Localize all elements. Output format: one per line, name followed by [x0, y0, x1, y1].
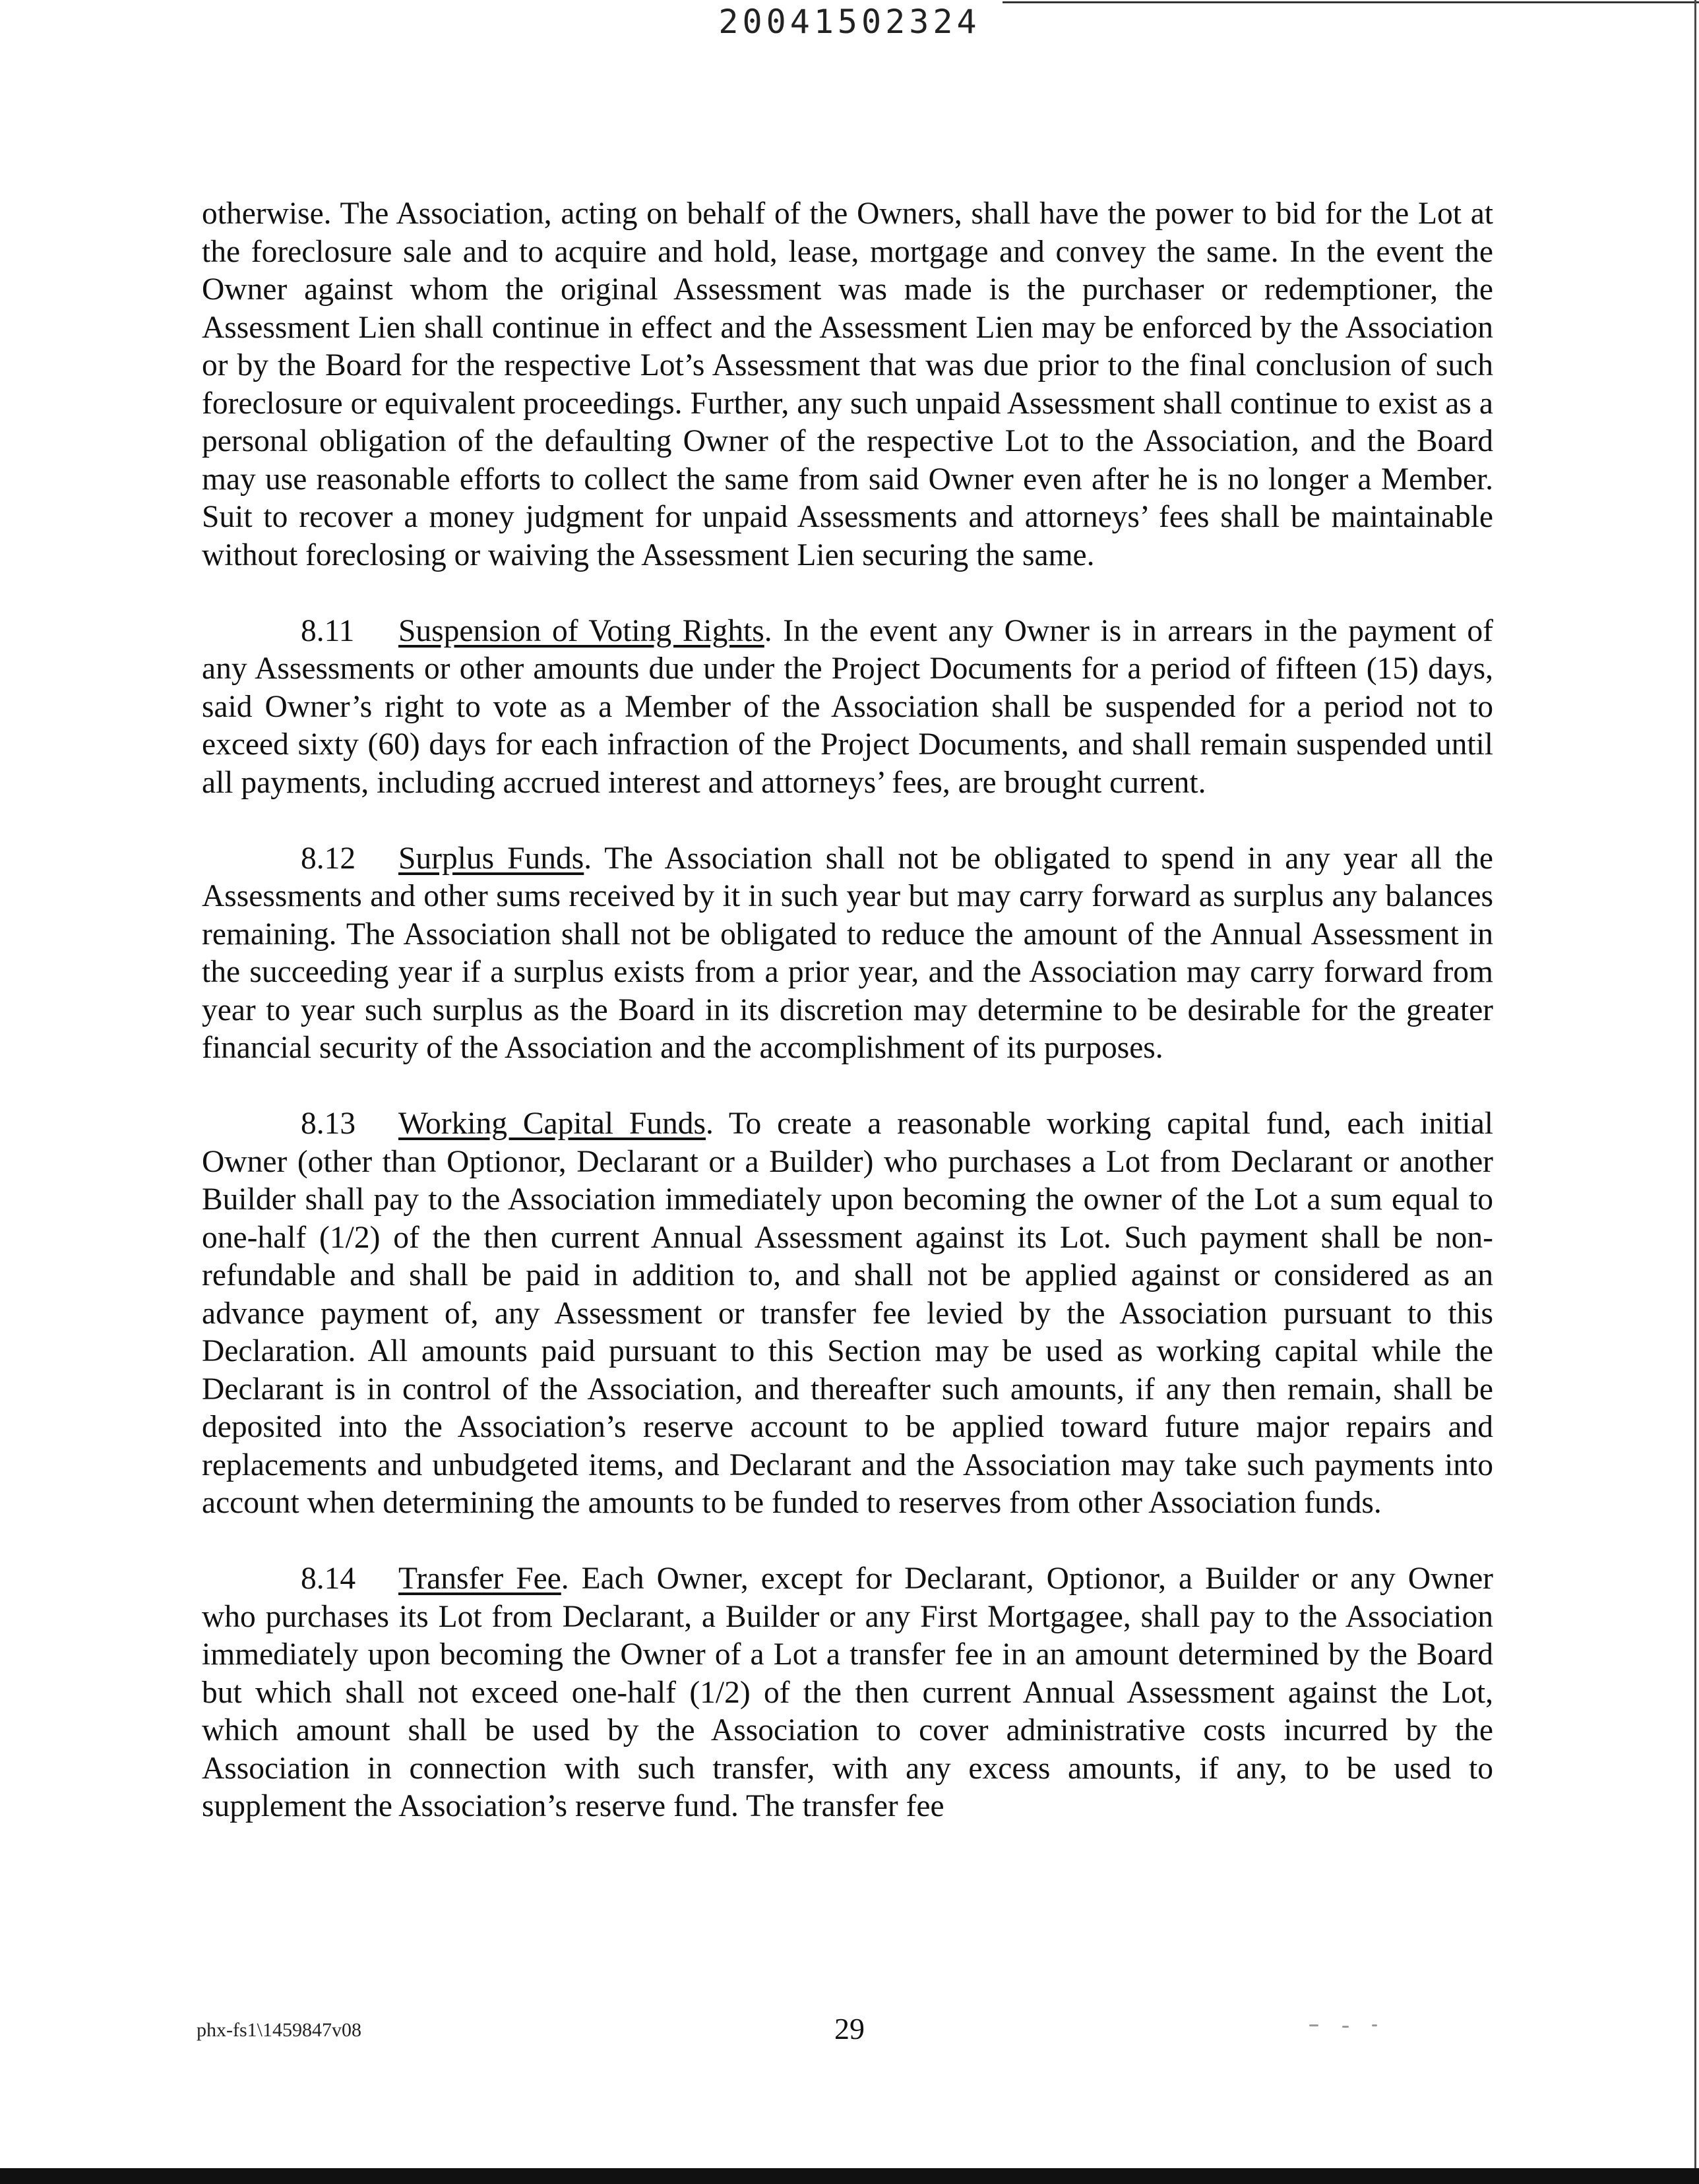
section-8-14	[202, 1560, 1493, 1826]
section-body: . The Association shall not be obligated to spend in any year all the Assessments and other sums received by it in such year but may carry forward as surplus any balances remaining. The Association shall not be obligated to reduce the amount of the Annual Assessment in the succeeding year if a surplus exists from a prior year, and the Association may carry forward from year to year such surplus as the Board in its discretion may determine to be desirable for the greater financial security of the Association and the accomplishment of its purposes.	[202, 841, 1493, 1065]
section-number: 8.11	[301, 613, 355, 648]
body-text	[202, 195, 1493, 1864]
scan-speck	[1342, 2026, 1349, 2028]
section-8-13	[202, 1105, 1493, 1523]
section-body: . To create a reasonable working capital fund, each initial Owner (other than Optionor, Declarant or a Builder) who purchases a Lot from Declarant or another Builder shall pay to the Association immediately upon becoming the owner of the Lot a sum equal to one-half (1/2) of the then current Annual Assessment against its Lot. Such payment shall be non-refundable and shall be paid in addition to, and shall not be applied against or considered as an advance payment of, any Assessment or transfer fee levied by the Association pursuant to this Declaration. All amounts paid pursuant to this Section may be used as working capital while the Declarant is in control of the Association, and thereafter such amounts, if any then remain, shall be deposited into the Association’s reserve account to be applied toward future major repairs and replacements and unbudgeted items, and Declarant and the Association may take such payments into account when determining the amounts to be funded to reserves from other Association funds.	[202, 1107, 1493, 1520]
section-title: Surplus Funds	[398, 841, 584, 876]
section-body: . In the event any Owner is in arrears in the payment of any Assessments or other amounts due under the Project Documents for a period of fifteen (15) days, said Owner’s right to vote as a Member of the Association shall be suspended for a period not to exceed sixty (60) days for each infraction of the Project Documents, and shall remain suspended until all payments, including accrued interest and attorneys’ fees, are brought current.	[202, 613, 1493, 800]
continued-paragraph: otherwise. The Association, acting on behalf of the Owners, shall have the power to bid for the Lot at the foreclosure sale and to acquire and hold, lease, mortgage and convey the same. In the event the Owner against whom the original Assessment was made is the purchaser or redemptioner, the Assessment Lien shall continue in effect and the Assessment Lien may be enforced by the Association or by the Board for the respective Lot’s Assessment that was due prior to the final conclusion of such foreclosure or equivalent proceedings. Further, any such unpaid Assessment shall continue to exist as a personal obligation of the defaulting Owner of the respective Lot to the Association, and the Board may use reasonable efforts to collect the same from said Owner even after he is no longer a Member. Suit to recover a money judgment for unpaid Assessments and attorneys’ fees shall be maintainable without foreclosing or waiving the Assessment Lien securing the same.	[202, 197, 1493, 572]
scan-right-edge	[1694, 0, 1696, 2184]
scan-bottom-edge	[0, 2168, 1699, 2184]
section-title: Transfer Fee	[398, 1562, 561, 1596]
section-title: Working Capital Funds	[398, 1107, 706, 1141]
section-number: 8.13	[301, 1107, 356, 1141]
section-8-11	[202, 613, 1493, 803]
footer-file-reference: phx-fs1\1459847v08	[197, 2019, 361, 2041]
scan-speck	[1372, 2024, 1377, 2026]
section-body: . Each Owner, except for Declarant, Optionor, a Builder or any Owner who purchases its Lot from Declarant, a Builder or any First Mortgagee, shall pay to the Association immediately upon becoming the Owner of a Lot a transfer fee in an amount determined by the Board but which shall not exceed one-half (1/2) of the then current Annual Assessment against the Lot, which amount shall be used by the Association to cover administrative costs incurred by the Association in connection with such transfer, with any excess amounts, if any, to be used to supplement the Association’s reserve fund. The transfer fee	[202, 1562, 1493, 1823]
section-number: 8.14	[301, 1562, 356, 1596]
scan-speck	[1309, 2024, 1318, 2026]
recording-number: 20041502324	[718, 3, 981, 41]
section-8-12	[202, 840, 1493, 1068]
page-number: 29	[834, 2012, 865, 2046]
section-number: 8.12	[301, 841, 356, 876]
section-title: Suspension of Voting Rights	[398, 613, 764, 648]
